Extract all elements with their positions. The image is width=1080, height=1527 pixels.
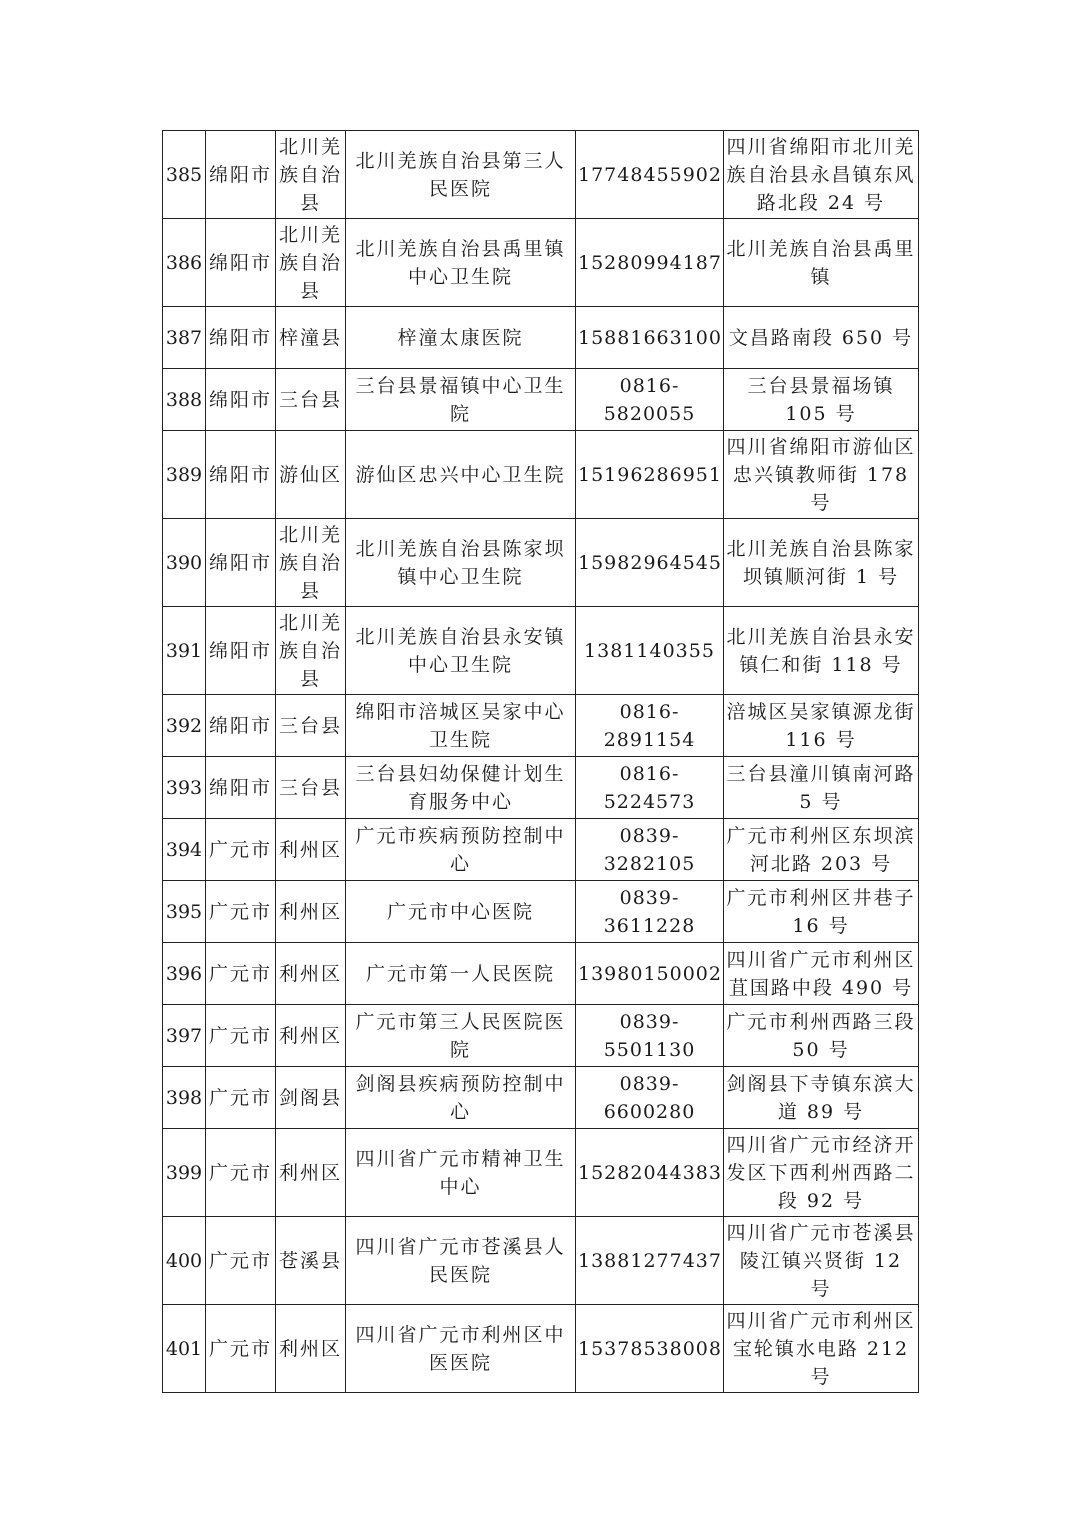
cell-phone: 13881277437: [576, 1217, 724, 1305]
cell-county: 苍溪县: [276, 1217, 346, 1305]
table-row: [163, 431, 919, 519]
cell-county: 利州区: [276, 943, 346, 1005]
cell-number: 393: [163, 757, 206, 819]
cell-number: 392: [163, 695, 206, 757]
cell-county: 利州区: [276, 1129, 346, 1217]
cell-address: 四川省广元市利州区宝轮镇水电路 212 号: [724, 1305, 919, 1393]
cell-phone: 15196286951: [576, 431, 724, 519]
cell-city: 广元市: [206, 1005, 276, 1067]
cell-address: 北川羌族自治县陈家坝镇顺河街 1 号: [724, 519, 919, 607]
table-row: [163, 131, 919, 219]
cell-address: 北川羌族自治县永安镇仁和街 118 号: [724, 607, 919, 695]
cell-city: 绵阳市: [206, 219, 276, 307]
cell-city: 绵阳市: [206, 757, 276, 819]
table-body: [163, 131, 919, 1393]
cell-number: 388: [163, 369, 206, 431]
cell-county: 利州区: [276, 1005, 346, 1067]
cell-county: 利州区: [276, 819, 346, 881]
cell-address: 四川省广元市经济开发区下西利州西路二段 92 号: [724, 1129, 919, 1217]
cell-organization: 广元市中心医院: [346, 881, 576, 943]
cell-phone: 15982964545: [576, 519, 724, 607]
cell-phone: 0816-5224573: [576, 757, 724, 819]
cell-address: 四川省绵阳市北川羌族自治县永昌镇东风路北段 24 号: [724, 131, 919, 219]
cell-number: 385: [163, 131, 206, 219]
cell-organization: 绵阳市涪城区吴家中心卫生院: [346, 695, 576, 757]
cell-organization: 北川羌族自治县陈家坝镇中心卫生院: [346, 519, 576, 607]
cell-organization: 四川省广元市精神卫生中心: [346, 1129, 576, 1217]
cell-number: 401: [163, 1305, 206, 1393]
cell-address: 四川省广元市利州区苴国路中段 490 号: [724, 943, 919, 1005]
cell-phone: 0839-3282105: [576, 819, 724, 881]
cell-organization: 北川羌族自治县禹里镇中心卫生院: [346, 219, 576, 307]
cell-city: 广元市: [206, 1129, 276, 1217]
cell-number: 400: [163, 1217, 206, 1305]
cell-city: 绵阳市: [206, 431, 276, 519]
table-row: [163, 695, 919, 757]
table-row: [163, 881, 919, 943]
table-row: [163, 1067, 919, 1129]
cell-phone: 1381140355: [576, 607, 724, 695]
cell-organization: 广元市第一人民医院: [346, 943, 576, 1005]
cell-county: 三台县: [276, 369, 346, 431]
cell-number: 398: [163, 1067, 206, 1129]
cell-address: 北川羌族自治县禹里镇: [724, 219, 919, 307]
cell-organization: 梓潼太康医院: [346, 307, 576, 369]
cell-address: 广元市利州西路三段 50 号: [724, 1005, 919, 1067]
cell-number: 395: [163, 881, 206, 943]
hospital-table: [162, 130, 919, 1393]
cell-address: 剑阁县下寺镇东滨大道 89 号: [724, 1067, 919, 1129]
cell-address: 广元市利州区东坝滨河北路 203 号: [724, 819, 919, 881]
cell-county: 利州区: [276, 1305, 346, 1393]
cell-county: 北川羌族自治县: [276, 519, 346, 607]
cell-organization: 广元市疾病预防控制中心: [346, 819, 576, 881]
table-row: [163, 1129, 919, 1217]
cell-number: 399: [163, 1129, 206, 1217]
table-row: [163, 757, 919, 819]
cell-number: 387: [163, 307, 206, 369]
cell-phone: 0839-3611228: [576, 881, 724, 943]
cell-organization: 三台县景福镇中心卫生院: [346, 369, 576, 431]
table-row: [163, 943, 919, 1005]
table-row: [163, 1305, 919, 1393]
cell-address: 广元市利州区井巷子 16 号: [724, 881, 919, 943]
cell-city: 绵阳市: [206, 695, 276, 757]
cell-address: 文昌路南段 650 号: [724, 307, 919, 369]
cell-city: 绵阳市: [206, 519, 276, 607]
cell-city: 广元市: [206, 943, 276, 1005]
cell-county: 利州区: [276, 881, 346, 943]
cell-phone: 0839-5501130: [576, 1005, 724, 1067]
cell-number: 396: [163, 943, 206, 1005]
cell-number: 397: [163, 1005, 206, 1067]
cell-city: 广元市: [206, 1305, 276, 1393]
cell-phone: 15378538008: [576, 1305, 724, 1393]
cell-county: 北川羌族自治县: [276, 131, 346, 219]
cell-organization: 三台县妇幼保健计划生育服务中心: [346, 757, 576, 819]
cell-city: 绵阳市: [206, 607, 276, 695]
cell-address: 四川省绵阳市游仙区忠兴镇教师街 178 号: [724, 431, 919, 519]
cell-phone: 15881663100: [576, 307, 724, 369]
cell-organization: 游仙区忠兴中心卫生院: [346, 431, 576, 519]
cell-organization: 北川羌族自治县第三人民医院: [346, 131, 576, 219]
cell-phone: 13980150002: [576, 943, 724, 1005]
cell-city: 广元市: [206, 819, 276, 881]
cell-number: 390: [163, 519, 206, 607]
cell-organization: 四川省广元市利州区中医医院: [346, 1305, 576, 1393]
cell-county: 三台县: [276, 695, 346, 757]
cell-number: 389: [163, 431, 206, 519]
cell-city: 广元市: [206, 1217, 276, 1305]
cell-city: 绵阳市: [206, 307, 276, 369]
table-row: [163, 819, 919, 881]
cell-organization: 广元市第三人民医院医院: [346, 1005, 576, 1067]
cell-county: 梓潼县: [276, 307, 346, 369]
table-row: [163, 307, 919, 369]
cell-phone: 0816-2891154: [576, 695, 724, 757]
cell-county: 游仙区: [276, 431, 346, 519]
cell-organization: 剑阁县疾病预防控制中心: [346, 1067, 576, 1129]
cell-number: 394: [163, 819, 206, 881]
cell-phone: 15280994187: [576, 219, 724, 307]
table-row: [163, 519, 919, 607]
cell-number: 386: [163, 219, 206, 307]
cell-county: 北川羌族自治县: [276, 219, 346, 307]
table-row: [163, 607, 919, 695]
cell-organization: 北川羌族自治县永安镇中心卫生院: [346, 607, 576, 695]
cell-county: 三台县: [276, 757, 346, 819]
cell-city: 广元市: [206, 1067, 276, 1129]
cell-city: 绵阳市: [206, 369, 276, 431]
cell-city: 广元市: [206, 881, 276, 943]
cell-address: 三台县景福场镇 105 号: [724, 369, 919, 431]
table-row: [163, 1217, 919, 1305]
cell-phone: 17748455902: [576, 131, 724, 219]
cell-phone: 15282044383: [576, 1129, 724, 1217]
cell-county: 剑阁县: [276, 1067, 346, 1129]
cell-number: 391: [163, 607, 206, 695]
table-row: [163, 369, 919, 431]
cell-phone: 0816-5820055: [576, 369, 724, 431]
cell-address: 涪城区吴家镇源龙街 116 号: [724, 695, 919, 757]
cell-county: 北川羌族自治县: [276, 607, 346, 695]
table-row: [163, 1005, 919, 1067]
cell-organization: 四川省广元市苍溪县人民医院: [346, 1217, 576, 1305]
cell-address: 三台县潼川镇南河路 5 号: [724, 757, 919, 819]
cell-phone: 0839-6600280: [576, 1067, 724, 1129]
cell-city: 绵阳市: [206, 131, 276, 219]
table-row: [163, 219, 919, 307]
cell-address: 四川省广元市苍溪县陵江镇兴贤街 12 号: [724, 1217, 919, 1305]
